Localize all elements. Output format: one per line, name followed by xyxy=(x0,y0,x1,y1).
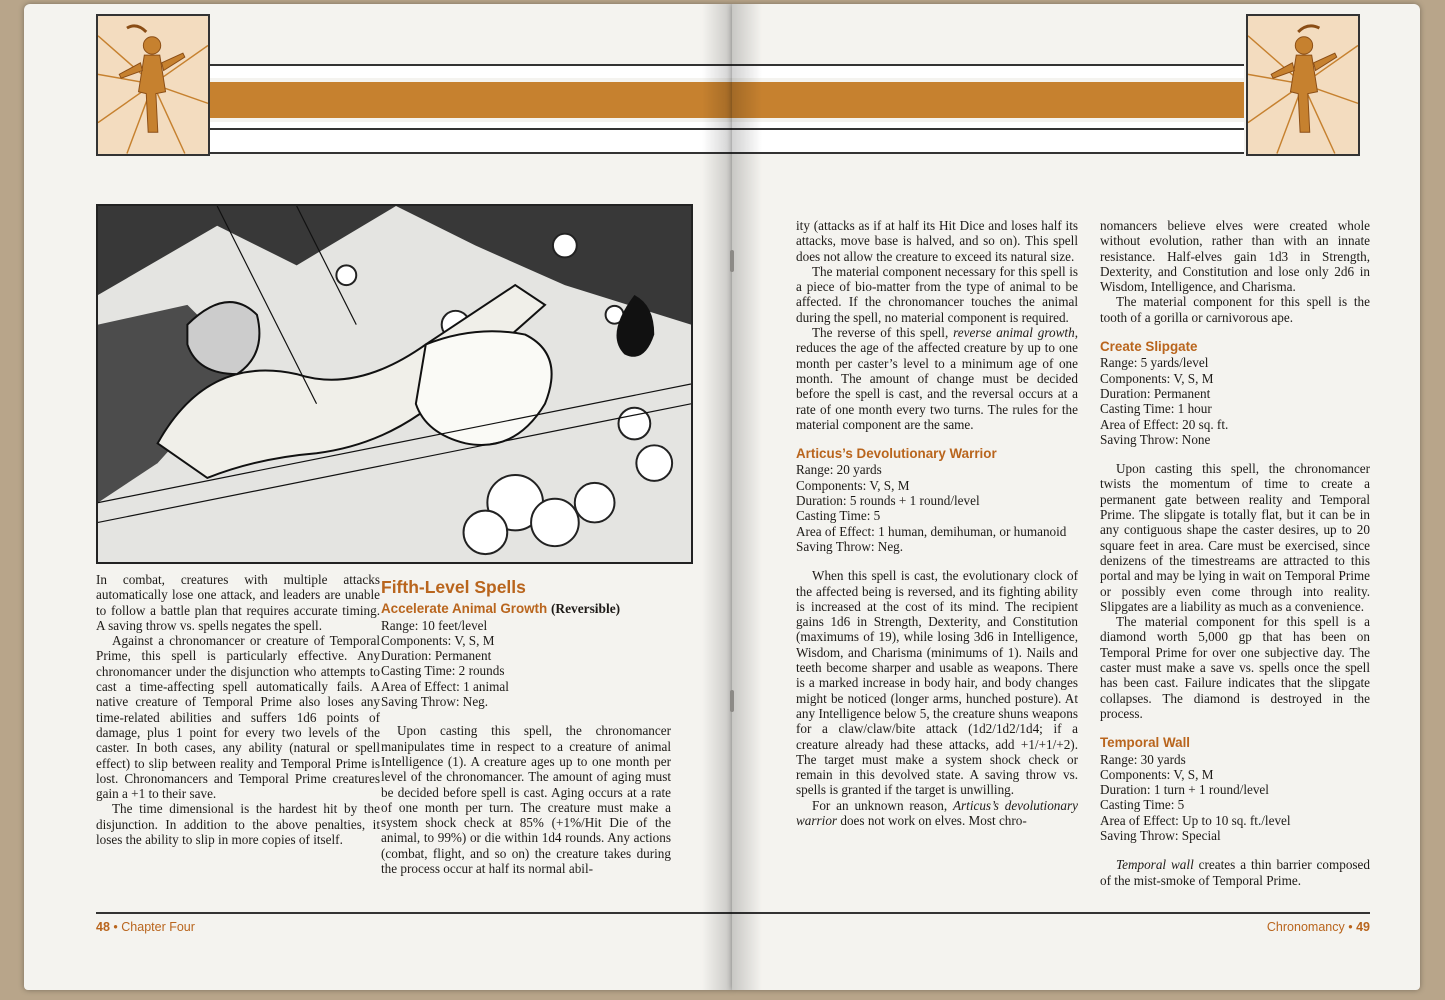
spell-name: Temporal Wall xyxy=(1100,735,1191,751)
page-number: 49 xyxy=(1356,920,1370,934)
spell-stat: Range: 30 yards xyxy=(1100,751,1186,767)
gutter-shadow xyxy=(732,4,762,990)
left-page xyxy=(24,4,732,990)
section-title: Fifth-Level Spells xyxy=(381,577,526,597)
footer-rule xyxy=(732,912,1370,914)
text-run-italic: Articus’s devolutionary warrior xyxy=(796,797,1078,828)
spell-stat: Casting Time: 5 xyxy=(1100,797,1185,813)
spell-stat: Components: V, S, M xyxy=(1100,766,1214,782)
paragraph: In combat, creatures with multiple attacks automatically lose one attack, and leaders are unable to follow a battle plan that requires accurate timing. A saving throw vs. spells negates the spell. xyxy=(96,572,380,633)
chapter-label: Chronomancy xyxy=(1266,920,1345,934)
paragraph: Against a chronomancer or creature of Temporal Prime, this spell is particularly effective. Any chronomancer under the disjunction who attempts to cast a time-affecting spell automatically fails. A native creature of Temporal Prime also loses any time-related abilities and suffers 1d6 points of damage, plus 1 point for every two levels of the caster. In both cases, any ability (natural or spell effect) to slip between reality and Temporal Prime is lost. Chronomancers and Temporal Prime creatures gain a +1 to their save. xyxy=(96,633,380,802)
text-run-italic: Temporal wall xyxy=(1116,857,1194,873)
header-band-orange xyxy=(210,82,732,118)
paragraph: The time dimensional is the hardest hit by the disjunction. In addition to the above penalties, it loses the ability to slip in more copies of itself. xyxy=(96,801,380,848)
header-band-top xyxy=(732,64,1244,78)
spell-stat: Saving Throw: None xyxy=(1100,431,1211,447)
spell-tag: (Reversible) xyxy=(550,601,621,617)
paragraph xyxy=(796,798,1078,829)
page-folio xyxy=(96,920,195,934)
spell-stat: Components: V, S, M xyxy=(1100,370,1214,386)
paragraph xyxy=(1100,857,1370,888)
folio-separator: • xyxy=(1348,920,1353,934)
spell-stat: Duration: Permanent xyxy=(1100,385,1211,401)
spell-name: Accelerate Animal Growth xyxy=(381,601,548,617)
spell-stat: Range: 10 feet/level xyxy=(381,617,488,633)
main-illustration xyxy=(96,204,693,564)
spell-stat: Duration: 5 rounds + 1 round/level xyxy=(796,493,980,509)
text-run: The reverse of this spell, xyxy=(812,325,954,341)
header-band-bottom xyxy=(732,122,1244,154)
paragraph: nomancers believe elves were created whole without evolution, rather than with an innate resistance. Half-elves gain 1d3 in Strength, Dexterity, and Constitution and lose only 2d6 in Wisdom, Intelligence, and Charisma. xyxy=(1100,218,1370,295)
spell-stat: Range: 20 yards xyxy=(796,462,882,478)
spell-stat: Duration: 1 turn + 1 round/level xyxy=(1100,782,1269,798)
right-page-column-2 xyxy=(1100,218,1370,888)
page-folio xyxy=(1267,920,1370,934)
header-band-top xyxy=(210,64,732,78)
paragraph: When this spell is cast, the evolutionary clock of the affected being is reversed, and its fighting ability is increased at the cost of its mind. The recipient gains 1d6 in Strength, Dexterity, and Constitution (maximums of 19), while losing 3d6 in Intelligence, Wisdom, and Charisma (minimums of 1). Nails and teeth become sharper and usable as weapons. There is a marked increase in body hair, and body changes might be noticed (longer arms, hunched posture). At any Intelligence below 5, the creature shuns weapons for a claw/claw/bite attack (1d2/1d2/1d4; if a creature already had these attacks, add +1/+1/+2). The target must make a system shock check or remain in this devolved state. A saving throw vs. spells is granted if the target is unwilling. xyxy=(796,568,1078,798)
gutter-shadow xyxy=(702,4,732,990)
spell-stat: Saving Throw: Neg. xyxy=(796,538,904,554)
spell-stat: Area of Effect: 20 sq. ft. xyxy=(1100,416,1229,432)
right-page-column-1 xyxy=(796,218,1078,828)
text-run-italic: reverse animal growth xyxy=(953,325,1075,341)
chapter-label: Chapter Four xyxy=(121,920,195,934)
spell-stat: Saving Throw: Neg. xyxy=(381,694,489,710)
paragraph xyxy=(796,325,1078,432)
header-rule-mid xyxy=(210,128,732,130)
left-page-column-1 xyxy=(96,572,380,847)
spell-stat: Casting Time: 2 rounds xyxy=(381,663,505,679)
header-band-bottom xyxy=(210,122,732,154)
spell-stat: Duration: Permanent xyxy=(381,648,492,664)
spell-stat: Saving Throw: Special xyxy=(1100,827,1221,843)
folio-separator: • xyxy=(113,920,118,934)
spell-name: Create Slipgate xyxy=(1100,339,1198,355)
spell-name: Articus’s Devolutionary Warrior xyxy=(796,446,997,462)
spell-stat: Components: V, S, M xyxy=(381,632,495,648)
spell-stat: Area of Effect: Up to 10 sq. ft./level xyxy=(1100,812,1291,828)
paragraph: The material component for this spell is a diamond worth 5,000 gp that has been on Temporal Prime for over one subjective day. The caster must make a save vs. spells once the spell has been cast. Failure indicates that the slipgate collapses. The diamond is destroyed in the process. xyxy=(1100,614,1370,721)
spell-stat: Area of Effect: 1 animal xyxy=(381,678,509,694)
spell-stat: Casting Time: 1 hour xyxy=(1100,401,1212,417)
header-rule-mid xyxy=(732,128,1244,130)
paragraph: Upon casting this spell, the chronomancer manipulates time in respect to a creature of animal Intelligence (1). A creature ages up to one month per level of the chronomancer. The amount of aging must be decided before spell is cast. Aging occurs at a rate of one month per turn. The creature must make a system shock check at 85% (+1%/Hit Die of the animal, to 99%) or die within 1d4 rounds. Any actions (combat, flight, and so on) the creature takes during the process occur at half its normal abil- xyxy=(381,723,671,877)
page-number: 48 xyxy=(96,920,110,934)
text-run: creates a thin barrier composed of the mist-smoke of Temporal Prime. xyxy=(1100,857,1370,888)
left-page-column-2 xyxy=(381,578,671,876)
paragraph: ity (attacks as if at half its Hit Dice and loses half its attacks, move base is halved, and so on). This spell does not allow the creature to exceed its natural size. xyxy=(796,218,1078,264)
text-run: , reduces the age of the affected creature by up to one month per caster’s level to a minimum age of one month. The amount of change must be decided before the spell is cast, and the reversal occurs at a rate of one month every two turns. The rules for the material component are the same. xyxy=(796,325,1078,432)
footer-rule xyxy=(96,912,732,914)
spell-stat: Area of Effect: 1 human, demihuman, or humanoid xyxy=(796,523,1067,539)
right-page xyxy=(732,4,1420,990)
spell-stat: Range: 5 yards/level xyxy=(1100,355,1209,371)
chronomancer-corner-illustration xyxy=(1246,14,1360,156)
text-run: does not work on elves. Most chro- xyxy=(837,812,1027,828)
staple-bottom xyxy=(730,690,734,712)
spell-title xyxy=(381,601,671,616)
spell-stat: Casting Time: 5 xyxy=(796,508,881,524)
chronomancer-corner-illustration xyxy=(96,14,210,156)
spell-stat: Components: V, S, M xyxy=(796,477,910,493)
staple-top xyxy=(730,250,734,272)
paragraph: The material component for this spell is the tooth of a gorilla or carnivorous ape. xyxy=(1100,294,1370,325)
paragraph: The material component necessary for this spell is a piece of bio-matter from the type of animal to be affected. If the chronomancer touches the animal during the spell, no material component is required. xyxy=(796,263,1078,325)
paragraph: Upon casting this spell, the chronomancer twists the momentum of time to create a permanent gate between reality and Temporal Prime. The slipgate is totally flat, but it can be in any contiguous shape the caster desires, up to 20 square feet in area. Care must be exercised, since denizens of the timestreams are attracted to this portal and may be lying in wait on Temporal Prime or possibly even come through into reality. Slipgates are a liability as much as a convenience. xyxy=(1100,461,1370,614)
text-run: For an unknown reason, xyxy=(812,797,953,813)
header-band-orange xyxy=(732,82,1244,118)
